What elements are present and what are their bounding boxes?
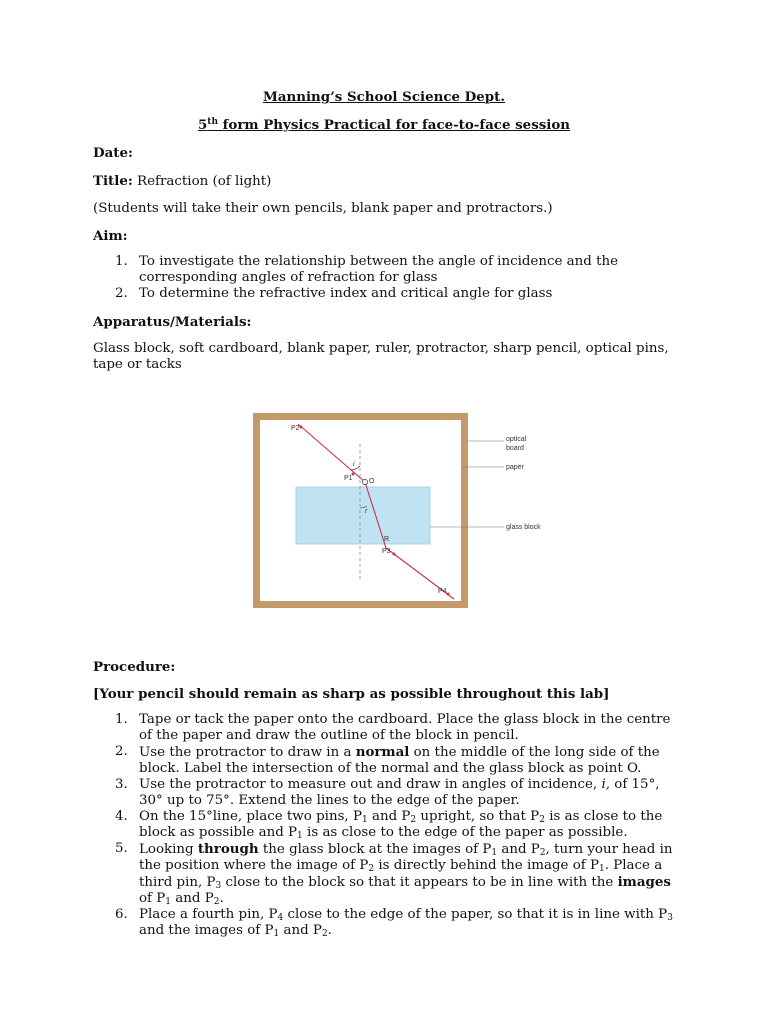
procedure-step: 4. On the 15°line, place two pins, $P_1$ and $P_2$ upright, so that $P_2$ is as close to the block as possible and $P_1$ is as close to the edge of the paper as possible. [115, 809, 663, 841]
procedure-step: 5. Looking through the glass block at the images of $P_1$ and $P_2$, turn your head in the position where the image of $P_2$ is directly behind the image of $P_1$. Place a third pin, $P_3$ close to the block so that it appears to be in line with the images of $P_1$ and $P_2$. [115, 841, 673, 907]
label-board: board [506, 445, 524, 452]
school-heading: Manning’s School Science Dept. [262, 89, 506, 105]
label-r: r [365, 508, 368, 515]
label-o: O [369, 478, 375, 485]
procedure-step: 6. Place a fourth pin, $P_4$ close to the edge of the paper, so that it is in line with $P_3$ and the images of $P_1$ and $P_2$. [115, 907, 673, 939]
apparatus-heading: Apparatus/Materials: [93, 314, 252, 330]
label-p4: P4 [438, 588, 447, 595]
label-p1: P1 [344, 475, 353, 482]
pin-p2 [300, 426, 303, 429]
materials-note: (Students will take their own pencils, blank paper and protractors.) [93, 201, 553, 216]
label-optical: optical [506, 436, 527, 443]
label-i: i [353, 461, 355, 468]
label-R: R [384, 536, 390, 543]
label-p2: P2 [291, 425, 300, 432]
refraction-diagram [250, 410, 550, 615]
aim-heading: Aim: [93, 228, 128, 244]
label-glass-block: glass block [506, 524, 541, 531]
label-paper: paper [506, 464, 524, 471]
point-o [362, 479, 367, 484]
aim-item: 1. To investigate the relationship between the angle of incidence and the corresponding angles of refraction for glass [115, 254, 619, 285]
procedure-list [93, 712, 683, 939]
practical-subtitle: 5th form Physics Practical for face-to-face session [197, 117, 571, 133]
glass-block [296, 487, 430, 544]
aim-item: 2. To determine the refractive index and critical angle for glass [115, 286, 553, 301]
aim-list [93, 254, 683, 302]
procedure-warning: [Your pencil should remain as sharp as possible throughout this lab] [93, 686, 610, 702]
apparatus-text: Glass block, soft cardboard, blank paper, ruler, protractor, sharp pencil, optical pins, tape or tacks [93, 341, 669, 372]
pin-p4 [447, 593, 450, 596]
date-label: Date: [93, 145, 133, 161]
pin-p3 [393, 553, 396, 556]
label-p3: P3 [382, 548, 391, 555]
title-line: Title: Refraction (of light) [93, 173, 272, 189]
procedure-step: 2. Use the protractor to draw in a normal on the middle of the long side of the block. Label the intersection of the normal and the glass block as point O. [115, 744, 660, 776]
procedure-step: 3. Use the protractor to measure out and draw in angles of incidence, i, of 15°, 30° up to 75°. Extend the lines to the edge of the paper. [115, 777, 660, 808]
procedure-heading: Procedure: [93, 659, 176, 675]
procedure-step: 1. Tape or tack the paper onto the cardboard. Place the glass block in the centre of the paper and draw the outline of the block in pencil. [115, 712, 671, 743]
